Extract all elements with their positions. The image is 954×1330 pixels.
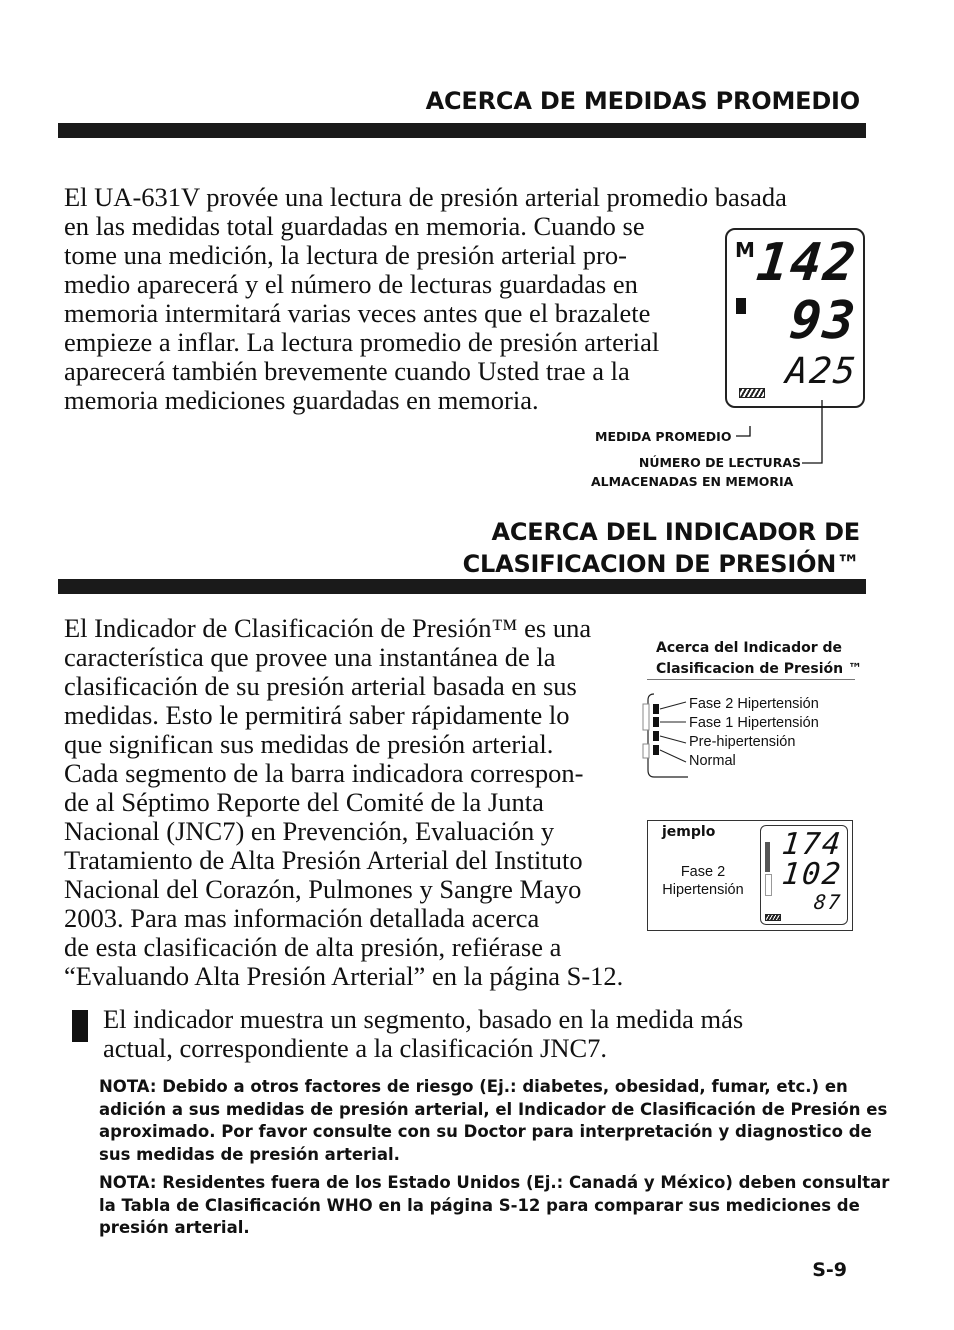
indicator-paragraph: El Indicador de Clasificación de Presión™ es una característica que provee una instantánea de la clasificación de su presión arterial basada en sus medidas. Esto le permitirá saber rápidamente lo que significan sus medidas de presión arterial. Cada segmento de la barra indicadora correspon- de al Séptimo Reporte del Comité de la Junta Nacional (JNC7) en Prevención, Evaluación y Tratamiento de Alta Presión Arterial del Instituto Nacional del Corazón, Pulmones y Sangre Mayo 2003. Para mas información detallada acerca de esta clasificación de alta presión, refiérase a “Evaluando Alta Presión Arterial” en la página S-12. [64, 613, 624, 991]
example-stage-label: Fase 2 Hipertensión [662, 864, 744, 898]
legend-title: Acerca del Indicador de Clasificacion de Presión ™ [656, 640, 862, 677]
indicator-description: El indicador muestra un segmento, basado en la medida más actual, correspondiente a la clasificación JNC7. [103, 1004, 744, 1063]
legend-divider [647, 679, 855, 680]
classification-segment [736, 298, 746, 314]
legend-item-stage1: Fase 1 Hipertensión [689, 715, 819, 731]
segment-icon [72, 1010, 88, 1042]
example-segment-active [765, 842, 770, 872]
readings-count-label: NÚMERO DE LECTURAS [638, 455, 801, 470]
legend-item-normal: Normal [689, 753, 736, 769]
legend-item-prehypertension: Pre-hipertensión [689, 734, 796, 750]
example-segment-empty [765, 874, 772, 896]
section-heading-indicator: ACERCA DEL INDICADOR DE CLASIFICACION DE PRESIÓN™ [462, 518, 860, 578]
section-heading-average: ACERCA DE MEDIDAS PROMEDIO [425, 87, 860, 115]
example-diastolic: 102 [780, 857, 844, 892]
note-risk-factors: NOTA: Debido a otros factores de riesgo (Ej.: diabetes, obesidad, fumar, etc.) en adición a sus medidas de presión arterial, el Indicador de Clasificación de Presión es aproximado. Por favor consulte con su Doctor para interpretación y diagnostico de sus medidas de presión arterial. [99, 1077, 888, 1164]
heading-rule [58, 123, 866, 138]
readings-count: A25 [783, 351, 860, 392]
example-pulse: 87 [812, 890, 844, 914]
diastolic-value: 93 [787, 291, 861, 351]
readings-count-label-2: ALMACENADAS EN MEMORIA [591, 474, 794, 489]
example-label: jemplo [662, 824, 716, 840]
systolic-value: 142 [753, 233, 861, 293]
page-number: S-9 [812, 1259, 847, 1281]
average-paragraph: El UA-631V provée una lectura de presión arterial promedio basada en las medidas total guardadas en memoria. Cuando se tome una medición, la lectura de presión arterial pro- medio aparecerá y el número de lecturas guardadas en memoria intermitará varias veces antes que el brazalete empieze a inflar. La lectura promedio de presión arterial aparecerá también brevemente cuando Usted trae a la memoria mediciones guardadas en memoria. [64, 182, 787, 415]
note-international: NOTA: Residentes fuera de los Estado Unidos (Ej.: Canadá y México) deben consultar la Tabla de Clasificación WHO en la página S-12 para comparar sus mediciones de presión arterial. [99, 1173, 890, 1237]
average-lcd-display [725, 228, 865, 408]
example-box [647, 820, 853, 931]
heading-rule-2 [58, 579, 866, 594]
example-lcd [760, 825, 848, 925]
average-reading-label: MEDIDA PROMEDIO [595, 429, 732, 444]
example-systolic: 174 [780, 827, 844, 862]
legend-item-stage2: Fase 2 Hipertensión [689, 696, 819, 712]
example-battery-icon [765, 914, 781, 921]
memory-symbol: M [735, 238, 755, 262]
